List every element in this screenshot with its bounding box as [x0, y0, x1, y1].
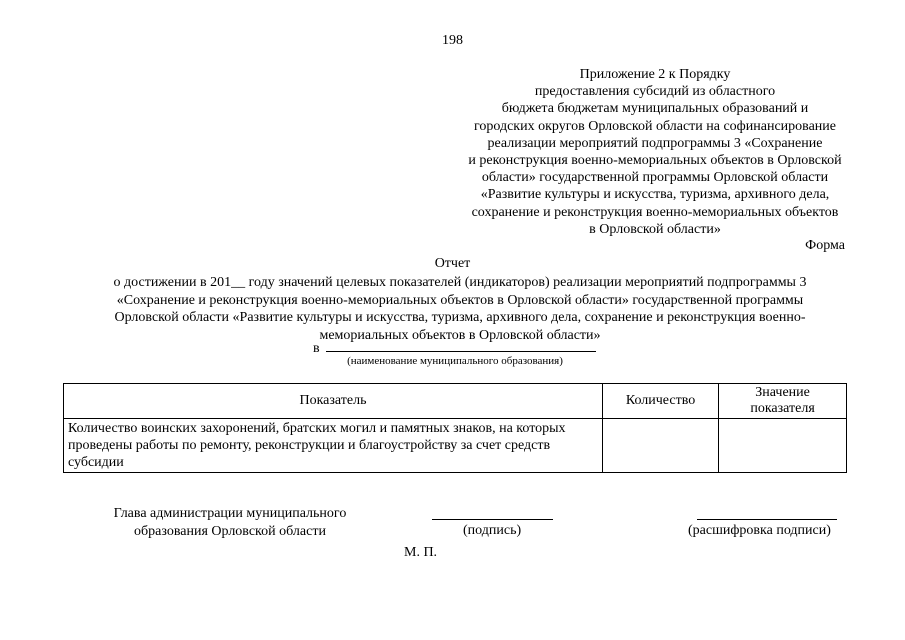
table-header-row: [64, 384, 847, 419]
header-value: Значение показателя: [719, 384, 847, 419]
appendix-line: «Развитие культуры и искусства, туризма, архивного дела,: [480, 187, 830, 203]
indicator-table: [63, 383, 847, 473]
decoding-line[interactable]: [697, 519, 837, 520]
municipality-caption: (наименование муниципального образования): [347, 355, 563, 367]
position-line: образования Орловской области: [134, 524, 326, 539]
appendix-line: Приложение 2 к Порядку: [579, 67, 731, 82]
form-label: Форма: [805, 238, 845, 253]
appendix-line: области» государственной программы Орловской области: [481, 170, 829, 186]
municipality-blank[interactable]: [326, 338, 596, 352]
position-line: Глава администрации муниципального: [113, 506, 347, 521]
report-title: Отчет: [434, 256, 471, 271]
signature-caption: (подпись): [463, 523, 522, 538]
signature-line[interactable]: [432, 519, 553, 520]
table-row: [64, 419, 847, 473]
heading-line: о достижении в 201__ году значений целевых показателей (индикаторов) реализации мероприятий подпрограммы 3: [113, 275, 807, 290]
header-indicator: Показатель: [64, 384, 603, 419]
report-heading: [60, 274, 860, 344]
appendix-note: [455, 66, 855, 238]
appendix-line: предоставления субсидий из областного: [534, 84, 776, 100]
page-number: 198: [442, 33, 463, 48]
heading-line: Орловской области «Развитие культуры и искусства, туризма, архивного дела, сохранение и реконструкция военно-: [114, 310, 806, 326]
cell-indicator: Количество воинских захоронений, братских могил и памятных знаков, на которых проведены работы по ремонту, реконструкции и благоустройству за счет средств субсидии: [64, 419, 603, 473]
appendix-line: и реконструкция военно-мемориальных объектов в Орловской: [468, 153, 842, 169]
stamp-place: М. П.: [404, 545, 438, 560]
heading-line: мемориальных объектов в Орловской области»: [319, 327, 601, 343]
appendix-line: городских округов Орловской области на софинансирование: [473, 118, 836, 134]
decoding-caption: (расшифровка подписи): [688, 523, 831, 538]
header-quantity: Количество: [602, 384, 718, 419]
appendix-line: реализации мероприятий подпрограммы 3 «Сохранение: [487, 135, 823, 151]
signatory-position: [60, 505, 400, 541]
appendix-line: сохранение и реконструкция военно-мемориальных объектов: [471, 204, 839, 220]
appendix-line: в Орловской области»: [589, 221, 721, 237]
cell-value[interactable]: [719, 419, 847, 473]
in-prefix: в: [313, 341, 320, 356]
cell-quantity[interactable]: [602, 419, 718, 473]
heading-line: «Сохранение и реконструкция военно-мемориальных объектов в Орловской области» государственной программы: [116, 292, 804, 308]
appendix-line: бюджета бюджетам муниципальных образований и: [501, 101, 809, 117]
